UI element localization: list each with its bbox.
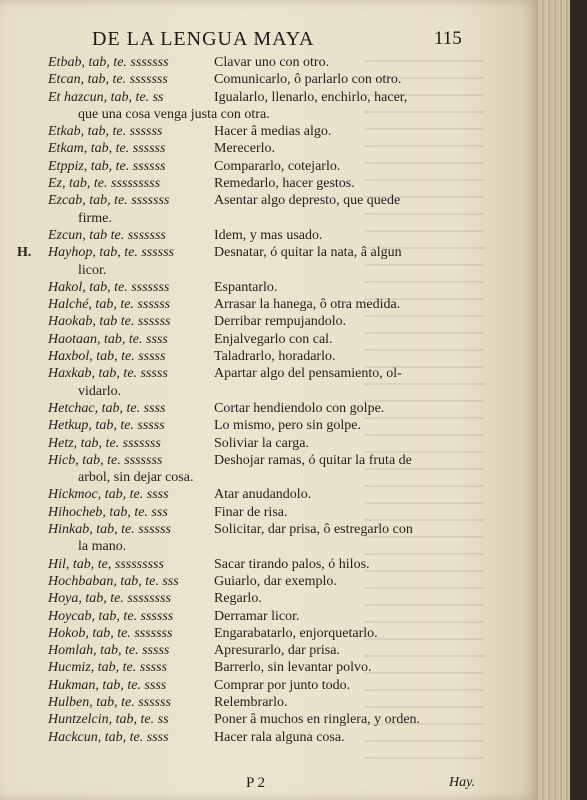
entry-headword: Etcan, tab, te. sssssss xyxy=(48,72,168,88)
entry-definition: Remedarlo, hacer gestos. xyxy=(214,176,355,192)
entry-definition: Engarabatarlo, enjorquetarlo. xyxy=(214,625,378,641)
dictionary-entry xyxy=(0,435,520,452)
entry-headword: Haokab, tab te. ssssss xyxy=(48,314,171,330)
entry-definition: Comprar por junto todo. xyxy=(214,677,351,693)
entry-headword: Ezcab, tab, te. sssssss xyxy=(48,193,170,209)
entry-definition: Cortar hendiendolo con golpe. xyxy=(214,400,385,416)
entry-headword: Hil, tab, te, sssssssss xyxy=(48,556,164,572)
dictionary-entry xyxy=(0,521,520,556)
entry-headword: Haxbol, tab, te. sssss xyxy=(48,349,166,365)
entry-definition: Desnatar, ó quitar la nata, â algun xyxy=(214,245,402,261)
dictionary-entry xyxy=(0,659,520,676)
dictionary-entry xyxy=(0,573,520,590)
dictionary-entry xyxy=(0,486,520,503)
entry-headword: Hoya, tab, te. ssssssss xyxy=(48,591,171,607)
entry-headword: Etkam, tab, te. ssssss xyxy=(48,141,166,157)
entry-headword: Et hazcun, tab, te. ss xyxy=(48,89,164,105)
entry-headword: Hucmiz, tab, te. sssss xyxy=(48,660,168,676)
dictionary-entry xyxy=(0,417,520,434)
dictionary-entry xyxy=(0,158,520,175)
dictionary-entry xyxy=(0,296,520,313)
dictionary-entry xyxy=(0,590,520,607)
dictionary-entry xyxy=(0,140,520,157)
entry-definition: Lo mismo, pero sin golpe. xyxy=(214,418,361,434)
entry-definition: Taladrarlo, horadarlo. xyxy=(214,349,336,365)
entry-definition-continuation: la mano. xyxy=(78,539,127,555)
entry-definition-continuation: vidarlo. xyxy=(78,383,122,399)
dictionary-entry xyxy=(0,608,520,625)
dictionary-entry xyxy=(0,313,520,330)
entry-definition: Hacer rala alguna cosa. xyxy=(214,729,345,745)
dictionary-entry xyxy=(0,244,520,279)
entry-headword: Hulben, tab, te. ssssss xyxy=(48,694,171,710)
entry-definition: Enjalvegarlo con cal. xyxy=(214,331,333,347)
entry-definition: Hacer â medias algo. xyxy=(214,124,332,140)
running-header: DE LA LENGUA MAYA xyxy=(92,28,315,50)
entry-definition: Relembrarlo. xyxy=(214,694,288,710)
entry-definition: Atar anudandolo. xyxy=(214,487,312,503)
entry-definition: Apartar algo del pensamiento, ol- xyxy=(214,366,402,382)
dictionary-entry xyxy=(0,175,520,192)
entry-definition: Guiarlo, dar exemplo. xyxy=(214,573,337,589)
dictionary-entry xyxy=(0,677,520,694)
entry-headword: Ez, tab, te. sssssssss xyxy=(48,176,161,192)
entry-definition: Arrasar la hanega, ô otra medida. xyxy=(214,297,401,313)
entry-headword: Halché, tab, te. ssssss xyxy=(48,297,171,313)
entry-headword: Hackcun, tab, te. ssss xyxy=(48,729,169,745)
dictionary-entry xyxy=(0,452,520,487)
dictionary-entries xyxy=(0,54,520,746)
entry-headword: Homlah, tab, te. sssss xyxy=(48,643,170,659)
entry-headword: Hukman, tab, te. ssss xyxy=(48,677,167,693)
entry-definition: Apresurarlo, dar prisa. xyxy=(214,643,340,659)
entry-headword: Hinkab, tab, te. ssssss xyxy=(48,522,171,538)
dictionary-entry xyxy=(0,365,520,400)
dictionary-entry xyxy=(0,71,520,88)
entry-definition: Poner â muchos en ringlera, y orden. xyxy=(214,712,421,728)
entry-definition: Finar de risa. xyxy=(214,504,288,520)
entry-definition: Regarlo. xyxy=(214,591,262,607)
entry-definition-continuation: arbol, sin dejar cosa. xyxy=(78,470,194,486)
entry-headword: Hayhop, tab, te. ssssss xyxy=(48,245,175,261)
entry-definition-continuation: que una cosa venga justa con otra. xyxy=(78,106,270,122)
entry-definition: Idem, y mas usado. xyxy=(214,227,323,243)
entry-definition: Comunicarlo, ô parlarlo con otro. xyxy=(214,72,402,88)
entry-headword: Etppiz, tab, te. ssssss xyxy=(48,158,166,174)
entry-headword: Ezcun, tab te. sssssss xyxy=(48,227,166,243)
entry-headword: Hochbaban, tab, te. sss xyxy=(48,573,179,589)
dictionary-entry xyxy=(0,556,520,573)
entry-headword: Huntzelcin, tab, te. ss xyxy=(48,712,169,728)
entry-definition: Clavar uno con otro. xyxy=(214,55,330,70)
entry-headword: Etkab, tab, te. ssssss xyxy=(48,124,163,140)
entry-headword: Hihocheb, tab, te. sss xyxy=(48,504,168,520)
entry-headword: Hetchac, tab, te. ssss xyxy=(48,400,166,416)
dictionary-entry xyxy=(0,54,520,71)
dictionary-entry xyxy=(0,227,520,244)
binding-shadow xyxy=(570,0,587,800)
entry-headword: Hokob, tab, te. sssssss xyxy=(48,625,173,641)
entry-headword: Hetz, tab, te. sssssss xyxy=(48,435,161,451)
entry-headword: Hickmoc, tab, te. ssss xyxy=(48,487,169,503)
entry-definition: Merecerlo. xyxy=(214,141,276,157)
dictionary-entry xyxy=(0,694,520,711)
entry-headword: Haotaan, tab, te. ssss xyxy=(48,331,168,347)
entry-definition: Asentar algo depresto, que quede xyxy=(214,193,401,209)
entry-headword: Hetkup, tab, te. sssss xyxy=(48,418,165,434)
dictionary-entry xyxy=(0,192,520,227)
dictionary-entry xyxy=(0,729,520,746)
dictionary-entry xyxy=(0,348,520,365)
entry-headword: Etbab, tab, te. sssssss xyxy=(48,55,169,70)
entry-definition: Soliviar la carga. xyxy=(214,435,309,451)
entry-definition: Derramar licor. xyxy=(214,608,300,624)
signature-mark: P 2 xyxy=(246,775,266,791)
dictionary-entry xyxy=(0,642,520,659)
entry-definition: Espantarlo. xyxy=(214,279,278,295)
dictionary-entry xyxy=(0,504,520,521)
entry-headword: Hicb, tab, te. sssssss xyxy=(48,452,163,468)
entry-definition: Solicitar, dar prisa, ô estregarlo con xyxy=(214,522,413,538)
entry-headword: Hakol, tab, te. sssssss xyxy=(48,279,170,295)
entry-headword: Haxkab, tab, te. sssss xyxy=(48,366,168,382)
dictionary-entry xyxy=(0,123,520,140)
entry-definition: Igualarlo, llenarlo, enchirlo, hacer, xyxy=(214,89,408,105)
entry-headword: Hoycab, tab, te. ssssss xyxy=(48,608,174,624)
dictionary-entry xyxy=(0,279,520,296)
section-letter: H. xyxy=(17,245,32,261)
entry-definition-continuation: firme. xyxy=(78,210,112,226)
entry-definition: Sacar tirando palos, ó hilos. xyxy=(214,556,370,572)
dictionary-entry xyxy=(0,400,520,417)
dictionary-entry xyxy=(0,89,520,124)
dictionary-entry xyxy=(0,331,520,348)
entry-definition: Barrerlo, sin levantar polvo. xyxy=(214,660,372,676)
dictionary-entry xyxy=(0,625,520,642)
entry-definition: Deshojar ramas, ó quitar la fruta de xyxy=(214,452,412,468)
catchword: Hay. xyxy=(449,775,476,790)
entry-definition: Compararlo, cotejarlo. xyxy=(214,158,341,174)
entry-definition: Derribar rempujandolo. xyxy=(214,314,347,330)
page-number: 115 xyxy=(434,28,462,49)
entry-definition-continuation: licor. xyxy=(78,262,107,278)
dictionary-entry xyxy=(0,711,520,728)
